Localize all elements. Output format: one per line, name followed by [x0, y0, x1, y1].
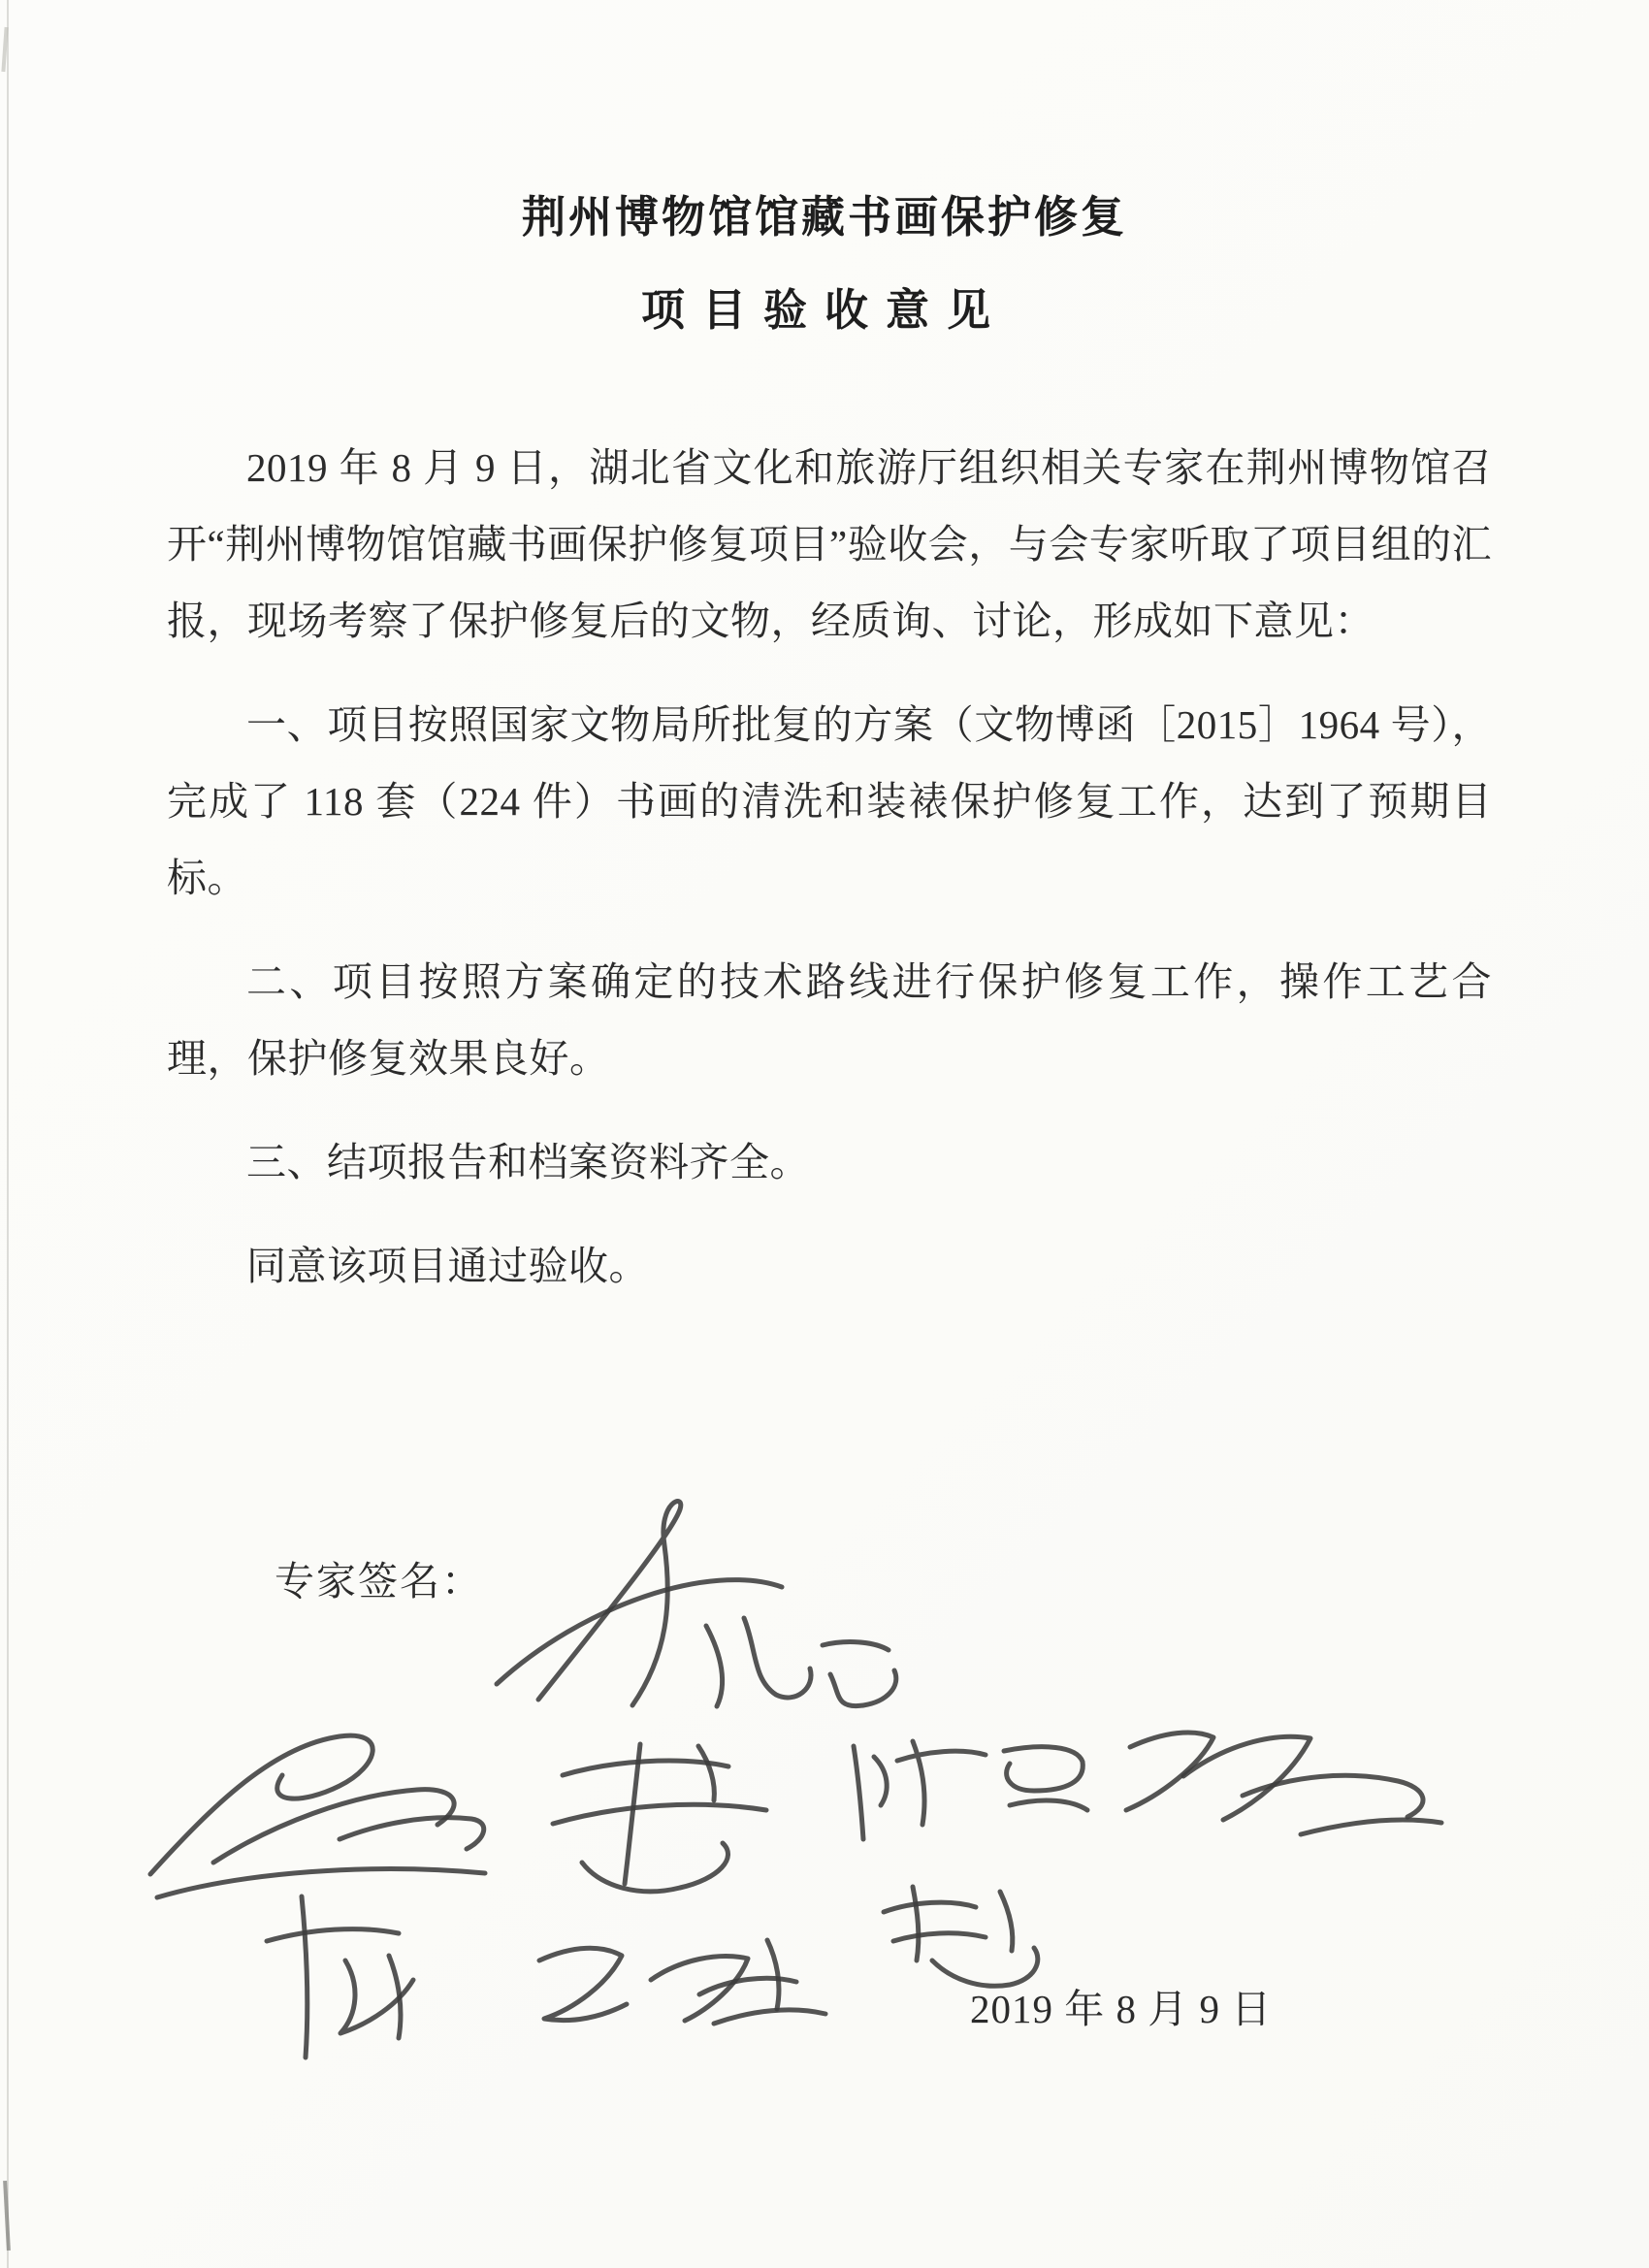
signature-7: [539, 1940, 825, 2024]
signature-6: [267, 1896, 413, 2057]
body-paragraph: 2019 年 8 月 9 日，湖北省文化和旅游厅组织相关专家在荆州博物馆召开“荆州博物馆馆藏书画保护修复项目”验收会，与会专家听取了项目组的汇报，现场考察了保护修复后的文物，经质询、讨论，形成如下意见：: [167, 445, 1492, 643]
document-date: 2019 年 8 月 9 日: [970, 1987, 1273, 2031]
document-body: [167, 430, 1492, 1305]
body-paragraph: 同意该项目通过验收。: [246, 1244, 649, 1288]
body-paragraph: 一、项目按照国家文物局所批复的方案（文物博函［2015］1964 号），完成了 118 套（224 件）书画的清洗和装裱保护修复工作，达到了预期目标。: [167, 702, 1492, 900]
expert-signature-label: 专家签名：: [275, 1559, 483, 1604]
signature-8: [884, 1887, 1038, 1986]
signature-2: [150, 1735, 485, 1897]
scan-edge-artifact: [7, 0, 9, 2268]
signature-4: [854, 1741, 1087, 1839]
signature-5: [1126, 1733, 1441, 1834]
signatures-area: [97, 1455, 1552, 2086]
body-paragraph: 三、结项报告和档案资料齐全。: [246, 1140, 810, 1184]
document-title-line2: 项目验收意见: [640, 286, 1008, 335]
signature-3: [553, 1744, 766, 1892]
document-title-line1: 荆州博物馆馆藏书画保护修复: [521, 193, 1127, 242]
scan-corner-mark-bottom: [3, 2181, 11, 2251]
signature-1: [497, 1502, 896, 1706]
body-paragraph: 二、项目按照方案确定的技术路线进行保护修复工作，操作工艺合理，保护修复效果良好。: [167, 959, 1492, 1081]
